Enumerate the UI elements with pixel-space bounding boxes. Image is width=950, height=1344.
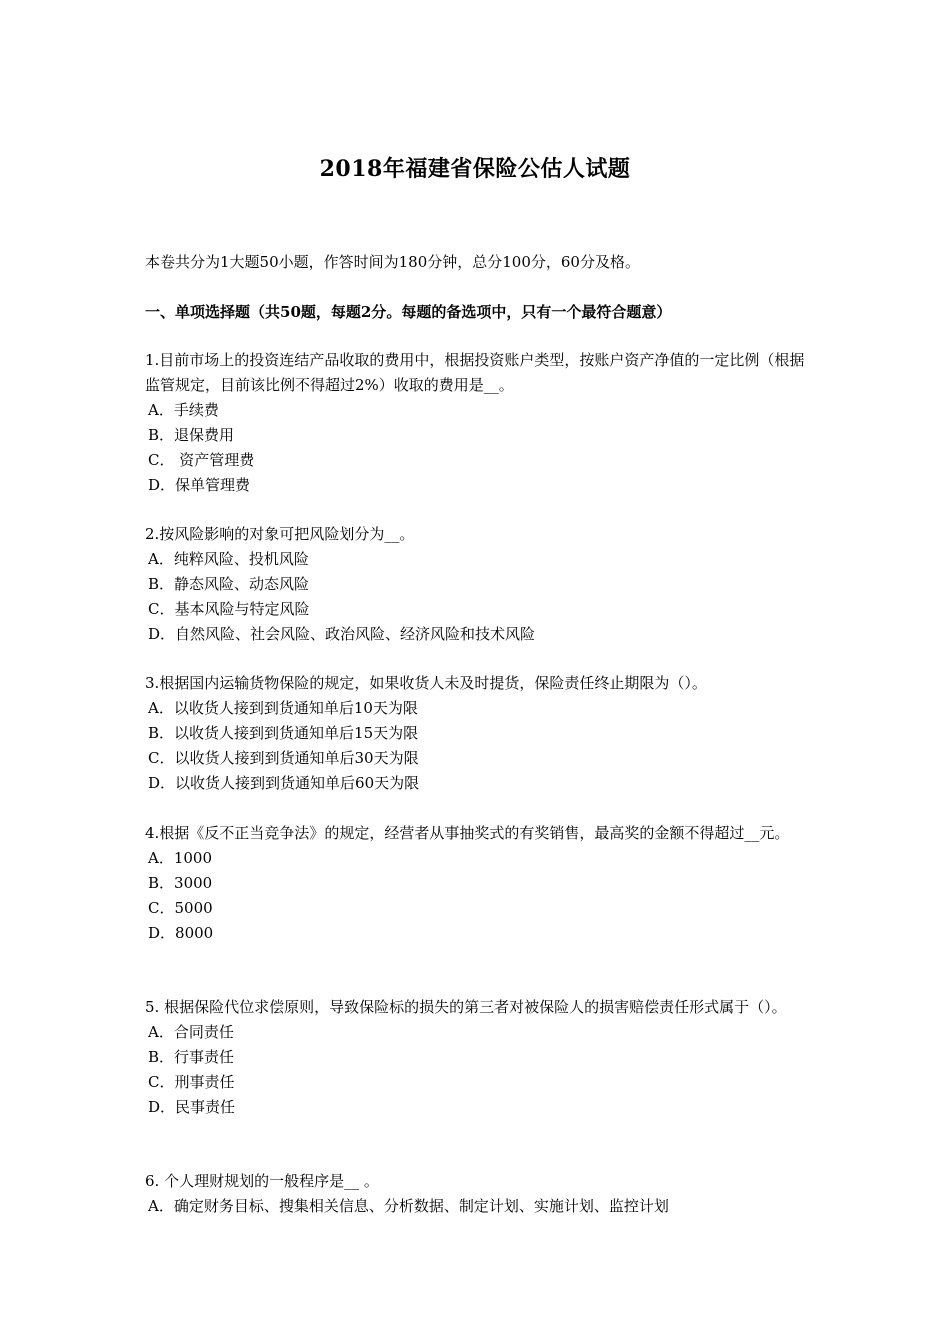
option-a: A．以收货人接到到货通知单后10天为限 (148, 699, 418, 717)
option-c: C． 资产管理费 (148, 451, 255, 469)
option-d: D．以收货人接到到货通知单后60天为限 (148, 774, 420, 792)
question-stem: 5. 根据保险代位求偿原则，导致保险标的损失的第三者对被保险人的损害赔偿责任形式属于（）。 (145, 998, 787, 1016)
option-d: D．民事责任 (148, 1098, 236, 1116)
question-4 (145, 821, 810, 946)
question-3 (145, 671, 810, 796)
page-title: 2018年福建省保险公估人试题 (319, 156, 631, 182)
question-6 (145, 1169, 810, 1219)
question-stem: 3.根据国内运输货物保险的规定，如果收货人未及时提货，保险责任终止期限为（）。 (145, 674, 707, 692)
option-a: A．确定财务目标、搜集相关信息、分析数据、制定计划、实施计划、监控计划 (148, 1197, 669, 1215)
option-b: B．以收货人接到到货通知单后15天为限 (148, 724, 419, 742)
option-b: B．退保费用 (148, 426, 235, 444)
question-stem: 6. 个人理财规划的一般程序是__ 。 (145, 1172, 379, 1190)
question-1 (145, 348, 810, 498)
exam-intro: 本卷共分为1大题50小题，作答时间为180分钟，总分100分，60分及格。 (145, 253, 640, 271)
option-d: D．8000 (148, 924, 214, 942)
option-a: A．手续费 (148, 401, 219, 419)
option-b: B．静态风险、动态风险 (148, 575, 310, 593)
question-2 (145, 522, 810, 647)
option-b: B．行事责任 (148, 1048, 235, 1066)
option-a: A．纯粹风险、投机风险 (148, 550, 309, 568)
question-stem: 4.根据《反不正当竞争法》的规定，经营者从事抽奖式的有奖销售，最高奖的金额不得超过__元。 (145, 824, 790, 842)
option-c: C．5000 (148, 899, 213, 917)
question-stem: 1.目前市场上的投资连结产品收取的费用中，根据投资账户类型，按账户资产净值的一定比例（根据监管规定，目前该比例不得超过2%）收取的费用是__。 (145, 351, 805, 394)
option-a: A．合同责任 (148, 1023, 234, 1041)
option-c: C．基本风险与特定风险 (148, 600, 310, 618)
question-stem: 2.按风险影响的对象可把风险划分为__。 (145, 525, 415, 543)
option-d: D．保单管理费 (148, 476, 251, 494)
option-c: C．以收货人接到到货通知单后30天为限 (148, 749, 419, 767)
option-a: A．1000 (148, 849, 213, 867)
option-d: D．自然风险、社会风险、政治风险、经济风险和技术风险 (148, 625, 536, 643)
section-heading: 一、单项选择题（共50题，每题2分。每题的备选项中，只有一个最符合题意） (145, 303, 672, 321)
option-c: C．刑事责任 (148, 1073, 235, 1091)
option-b: B．3000 (148, 874, 213, 892)
question-5 (145, 995, 810, 1120)
